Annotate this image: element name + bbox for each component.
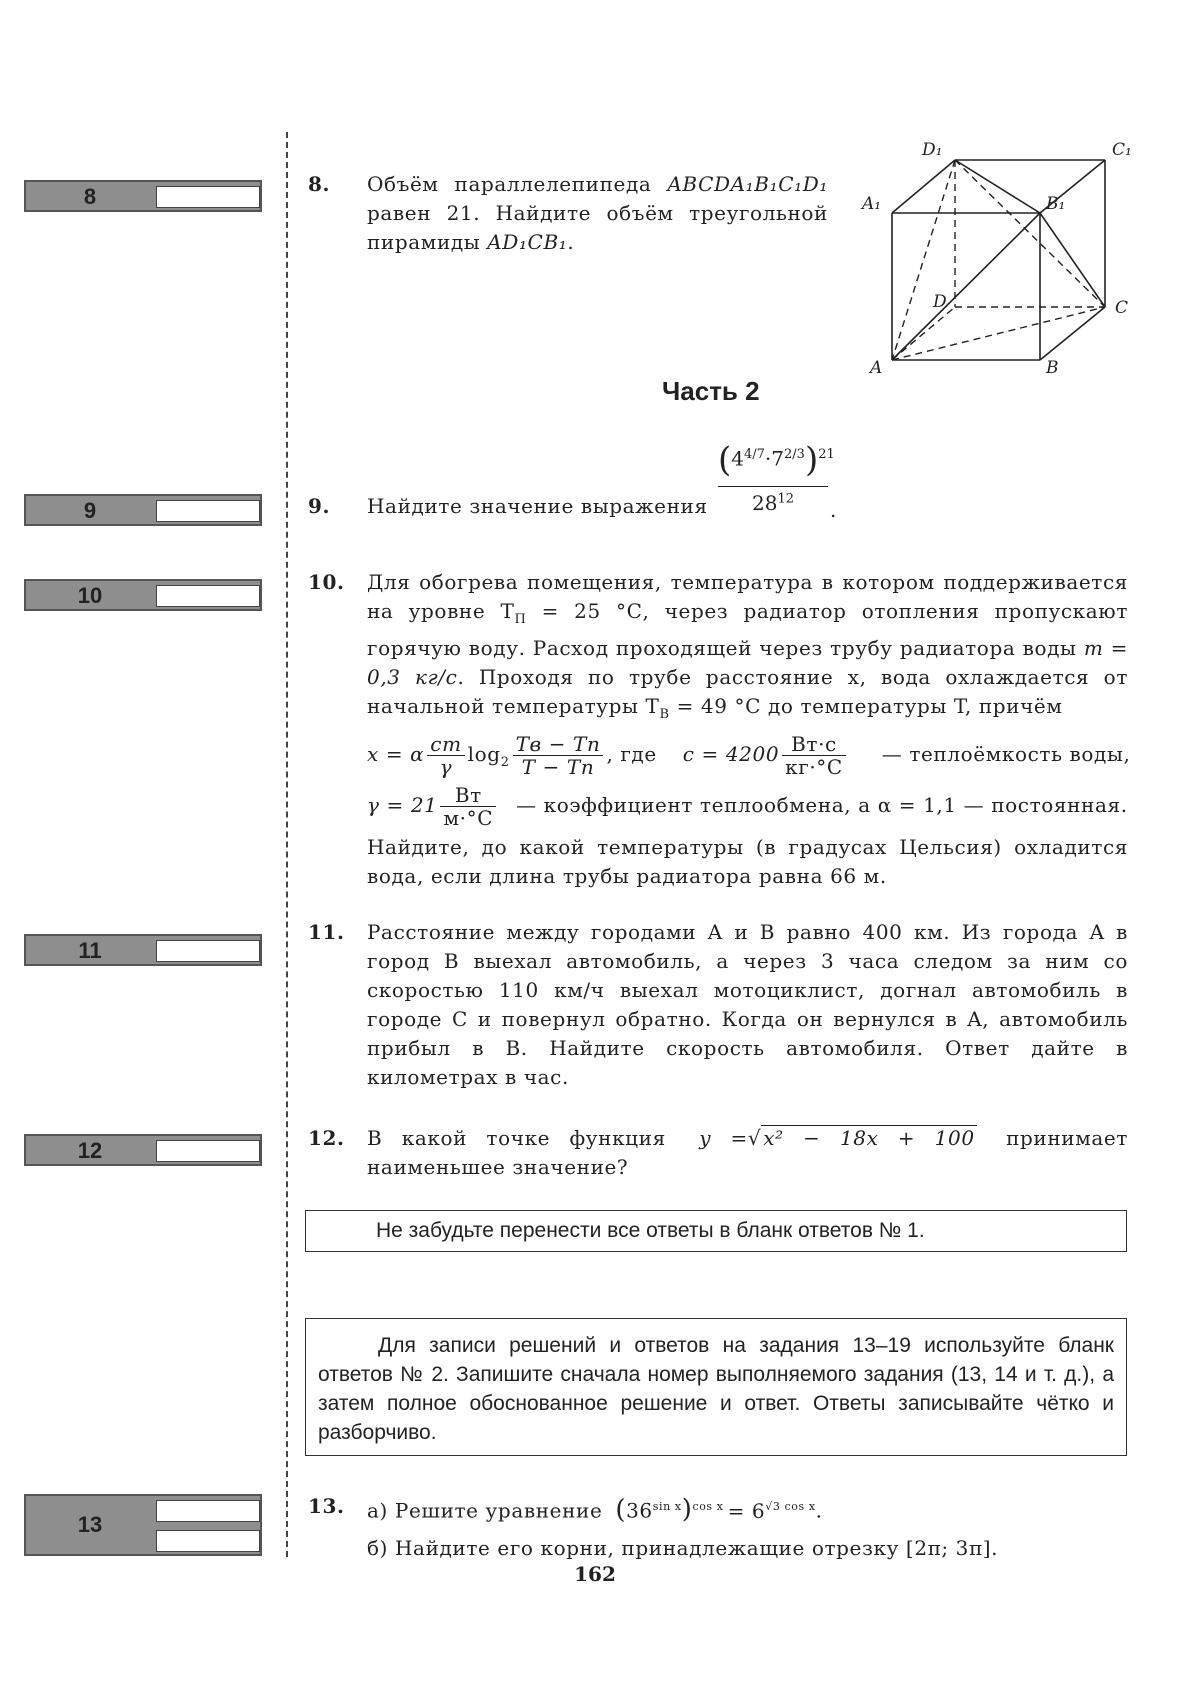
- answer-field[interactable]: [156, 500, 260, 522]
- cut-line: [286, 132, 288, 1557]
- answer-box-11: [24, 934, 262, 966]
- figure-name: ABCDA₁B₁C₁D₁: [667, 172, 828, 196]
- task-text-part: , где: [606, 742, 657, 766]
- exp-power-2: 2/3: [784, 446, 805, 462]
- page-number: 162: [574, 1562, 616, 1586]
- info-text: Для записи решений и ответов на задания 13–19 используйте бланк ответов № 2. Запишите сначала номер выполняемого задания (13, 14 и т. д.), а затем полное обоснованное решение и ответ. Ответы записывайте чётко и разборчиво.: [318, 1334, 1114, 1444]
- task-text-part: а) Решите уравнение: [367, 1498, 603, 1523]
- log-base: 2: [500, 755, 510, 770]
- label-b: B: [1046, 358, 1059, 378]
- answer-box-8: [24, 180, 262, 212]
- task-text-part: — коэффициент теплообмена, а α = 1,1 — постоянная.: [516, 793, 1128, 817]
- label-c: C: [1115, 298, 1129, 318]
- task-8: [308, 170, 828, 257]
- answer-box-10: [24, 579, 262, 611]
- expression-period: .: [830, 498, 837, 522]
- label-a1: A₁: [862, 194, 882, 214]
- exp-dot: ·: [764, 446, 772, 471]
- numerator: Вт: [440, 784, 496, 807]
- exp-outer-power: 21: [818, 446, 835, 462]
- answer-field[interactable]: [156, 186, 260, 208]
- info-box: [305, 1318, 1127, 1456]
- equation-rhs: = 6: [727, 1498, 766, 1523]
- task-text: [367, 1124, 1128, 1182]
- answer-field-2[interactable]: [156, 1530, 260, 1552]
- equation-base: 36: [626, 1498, 653, 1523]
- task-text: [367, 170, 828, 257]
- exp-den-power: 12: [777, 491, 794, 507]
- task-number: 13.: [308, 1494, 345, 1518]
- task-number: 10.: [308, 570, 345, 594]
- formula-lhs: x = α: [367, 742, 425, 766]
- numerator: Tв − Tп: [513, 733, 604, 756]
- answer-box-9: [24, 494, 262, 526]
- task-question: Найдите, до какой температуры (в градусах Цельсия) охладится вода, если длина трубы радиатора равна 66 м.: [367, 835, 1128, 888]
- task-text-part: .: [567, 230, 575, 254]
- part-title: Часть 2: [662, 376, 760, 406]
- answer-box-12: [24, 1134, 262, 1166]
- fraction: [513, 733, 604, 778]
- answer-box-number: 12: [77, 1138, 103, 1163]
- label-d1: D₁: [922, 140, 943, 160]
- answer-box-number: 9: [83, 498, 97, 523]
- task-text-part: = 49 °С до температуры T, причём: [669, 694, 1063, 718]
- expression-fraction: $(4^{4/7}\cdot 7^{2/3})^{21}$ $28^{12}$: [718, 440, 835, 515]
- denominator: кг·°С: [785, 755, 843, 779]
- flow-rate: m = 0,3 кг/с: [367, 636, 1129, 689]
- pyramid-name: AD₁CB₁: [487, 230, 568, 254]
- formula-line-1: [367, 732, 1131, 779]
- task-number: 8.: [308, 172, 331, 196]
- parallelepiped-figure: [850, 135, 1150, 385]
- task-number: 12.: [308, 1126, 345, 1150]
- task-text-part: Найдите значение выражения: [367, 494, 708, 518]
- task-12: [308, 1124, 1128, 1182]
- answer-field[interactable]: [156, 1140, 260, 1162]
- formula-line-2: [367, 784, 1128, 829]
- answer-box-number: 10: [77, 583, 103, 608]
- task-text: [367, 568, 1128, 729]
- label-c1: C₁: [1112, 140, 1132, 160]
- denominator: T − Tп: [521, 755, 595, 779]
- fraction: [427, 733, 464, 778]
- fraction: [440, 784, 496, 829]
- task-text-part: В какой точке функция: [367, 1126, 666, 1150]
- task-text-part: Для обогрева помещения, температура в котором поддерживается на уровне T: [367, 570, 1128, 623]
- equation-inner-exp: sin x: [652, 1500, 682, 1513]
- function-lhs: y =: [699, 1126, 748, 1150]
- denominator: γ: [439, 755, 453, 779]
- task-13: [308, 1492, 1128, 1563]
- numerator: Вт·с: [782, 733, 846, 756]
- answer-field[interactable]: [156, 1500, 260, 1522]
- label-b1: B₁: [1046, 194, 1066, 214]
- answer-field[interactable]: [156, 940, 260, 962]
- sqrt-sign: √: [747, 1126, 762, 1150]
- label-d: D: [933, 292, 947, 312]
- task-number: 9.: [308, 494, 331, 518]
- answer-box-number: 13: [77, 1512, 103, 1537]
- answer-box-13: [24, 1494, 262, 1556]
- task-10: [308, 568, 1131, 891]
- exp-power-1: 4/7: [744, 446, 765, 462]
- answer-box-number: 8: [83, 184, 97, 209]
- task-text-part: = 25 °С, через радиатор отопления пропускают горячую воду. Расход проходящей через трубу радиатора воды: [367, 599, 1128, 660]
- task-11: [308, 918, 1128, 1092]
- task-text: Расстояние между городами A и B равно 400 км. Из города A в город B выехал автомобиль, а через 3 часа следом за ним со скоростью 110 км/ч выехал мотоциклист, догнал автомобиль в городе C и повернул обратно. Когда он вернулся в A, автомобиль прибыл в B. Найдите скорость автомобиля. Ответ дайте в километрах в час.: [367, 920, 1128, 1089]
- subscript: П: [514, 612, 527, 627]
- function-radicand: x² − 18x + 100: [763, 1126, 975, 1150]
- answer-field[interactable]: [156, 585, 260, 607]
- exp-denominator: 28: [752, 491, 778, 515]
- task-part-b: б) Найдите его корни, принадлежащие отрезку [2π; 3π].: [367, 1535, 999, 1560]
- notice-box: Не забудьте перенести все ответы в бланк ответов № 1.: [305, 1210, 1127, 1252]
- task-text-part: . Проходя по трубе расстояние x, вода охлаждается от начальной температуры T: [367, 665, 1128, 718]
- exp-base-1: 4: [731, 446, 744, 471]
- fraction: [782, 733, 846, 778]
- label-a: A: [870, 358, 883, 378]
- task-text-part: равен 21. Найдите объём треугольной пирамиды: [367, 201, 828, 254]
- equation-rhs-exp: √3 cos x: [765, 1500, 816, 1513]
- subscript: В: [659, 707, 670, 722]
- formula-c: c = 4200: [682, 742, 780, 766]
- task-text-part: Объём параллелепипеда: [367, 172, 668, 196]
- task-number: 11.: [308, 920, 345, 944]
- task-text-part: — теплоёмкость воды,: [881, 742, 1131, 766]
- numerator: cm: [427, 733, 464, 756]
- task-text-part: принимает наименьшее значение?: [367, 1126, 1128, 1179]
- log: log: [467, 742, 501, 766]
- formula-gamma: γ = 21: [367, 793, 438, 817]
- exp-base-2: 7: [771, 446, 785, 471]
- denominator: м·°С: [443, 806, 494, 830]
- task-part-a: а) Решите уравнение $(36^{sin x})^{cos x} = 6^{√3 cos x}$.: [367, 1494, 823, 1525]
- equation-outer-exp: cos x: [692, 1500, 724, 1513]
- answer-box-number: 11: [78, 938, 102, 963]
